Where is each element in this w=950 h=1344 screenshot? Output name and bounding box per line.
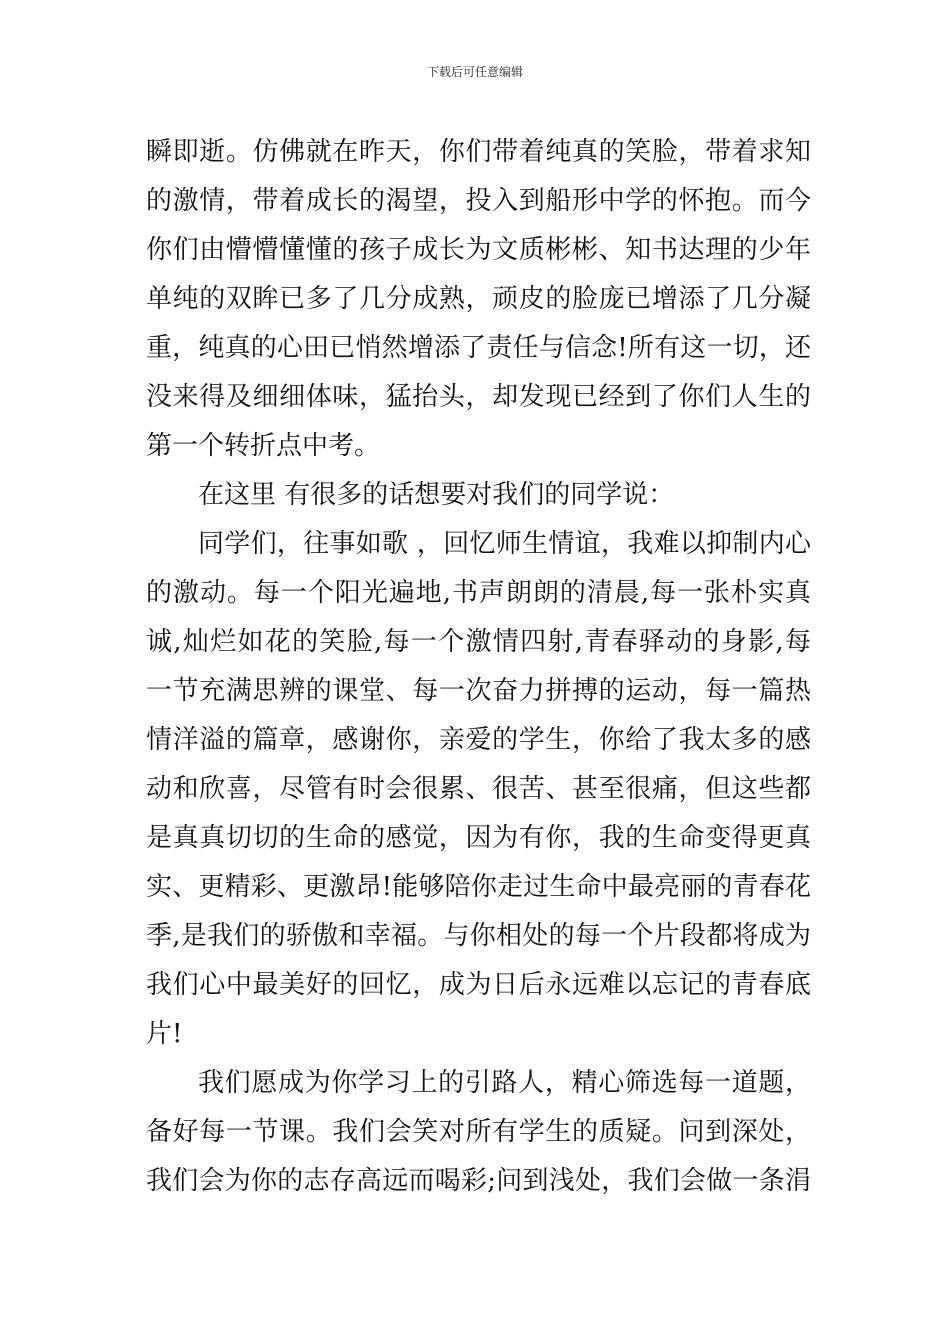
text-line: 动和欣喜，尽管有时会很累、很苦、甚至很痛，但这些都 — [146, 774, 811, 804]
text-line: 的激动。每一个阳光遍地,书声朗朗的清晨,每一张朴实真 — [146, 578, 811, 608]
text-line: 季,是我们的骄傲和幸福。与你相处的每一个片段都将成为 — [146, 921, 811, 951]
text-line: 单纯的双眸已多了几分成熟，顽皮的脸庞已增添了几分凝 — [146, 284, 811, 314]
text-line: 实、更精彩、更激昂!能够陪你走过生命中最亮丽的青春花 — [146, 872, 811, 902]
text-line: 第一个转折点中考。 — [146, 431, 381, 461]
text-line: 备好每一节课。我们会笑对所有学生的质疑。问到深处， — [146, 1117, 811, 1147]
text-line: 的激情，带着成长的渴望，投入到船形中学的怀抱。而今 — [146, 186, 811, 216]
text-line: 在这里 有很多的话想要对我们的同学说： — [198, 480, 675, 510]
text-line: 我们愿成为你学习上的引路人，精心筛选每一道题， — [198, 1068, 811, 1098]
text-line: 你们由懵懵懂懂的孩子成长为文质彬彬、知书达理的少年 — [146, 235, 811, 265]
text-line: 一节充满思辨的课堂、每一次奋力拼搏的运动，每一篇热 — [146, 676, 811, 706]
text-line: 我们心中最美好的回忆，成为日后永远难以忘记的青春底 — [146, 970, 811, 1000]
text-line: 是真真切切的生命的感觉，因为有你，我的生命变得更真 — [146, 823, 811, 853]
page-header: 下载后可任意编辑 — [426, 65, 523, 79]
text-line: 同学们，往事如歌 ，回忆师生情谊，我难以抑制内心 — [198, 529, 811, 559]
body-text — [146, 128, 811, 1206]
text-line: 没来得及细细体味，猛抬头，却发现已经到了你们人生的 — [146, 382, 811, 412]
text-line: 瞬即逝。仿佛就在昨天，你们带着纯真的笑脸，带着求知 — [146, 137, 811, 167]
text-line: 情洋溢的篇章，感谢你，亲爱的学生，你给了我太多的感 — [146, 725, 811, 755]
text-line: 我们会为你的志存高远而喝彩;问到浅处，我们会做一条涓 — [146, 1166, 811, 1196]
text-line: 片! — [146, 1019, 183, 1049]
text-line: 重，纯真的心田已悄然增添了责任与信念!所有这一切，还 — [146, 333, 811, 363]
text-line: 诚,灿烂如花的笑脸,每一个激情四射,青春驿动的身影,每 — [146, 627, 811, 657]
